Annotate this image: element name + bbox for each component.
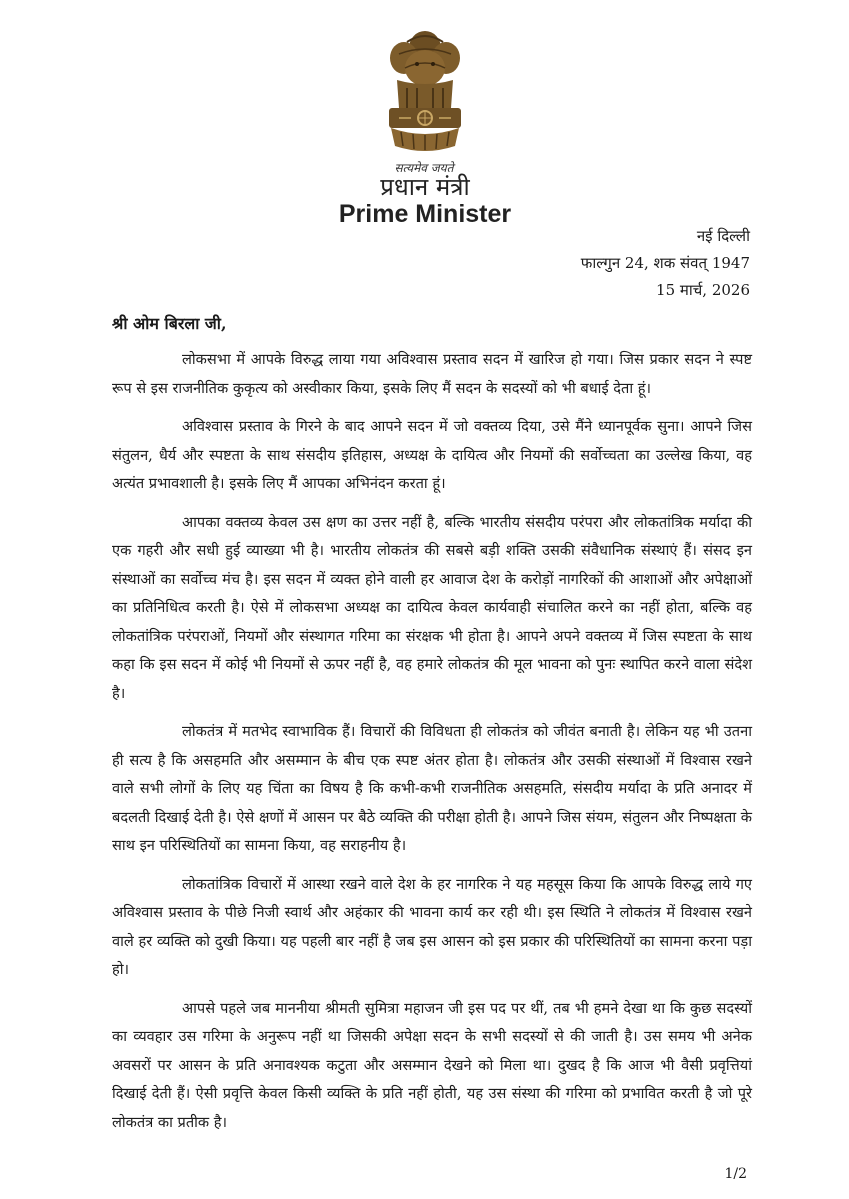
paragraph: आपसे पहले जब माननीया श्रीमती सुमित्रा महाजन जी इस पद पर थीं, तब भी हमने देखा था कि कुछ सदस्यों का व्यवहार उस गरिमा के अनुरूप नहीं था जिसकी अपेक्षा सदन के सभी सदस्यों से की जाती है। उस समय भी अनेक अवसरों पर आसन के प्रति अनावश्यक कटुता और असम्मान देखने को मिला था। दुखद है कि आज भी वैसी प्रवृत्तियां दिखाई देती हैं। ऐसी प्रवृत्ति केवल किसी व्यक्ति के प्रति नहीं होती, यह उस संस्था की गरिमा को प्रभावित करती है जो पूरे लोकतंत्र का प्रतीक है।	[112, 999, 752, 1131]
paragraph: अविश्वास प्रस्ताव के गिरने के बाद आपने सदन में जो वक्तव्य दिया, उसे मैंने ध्यानपूर्वक सुना। आपने जिस संतुलन, धैर्य और स्पष्टता के साथ संसदीय इतिहास, अध्यक्ष के दायित्व और नियमों की सर्वोच्चता का उल्लेख किया, वह अत्यंत प्रभावशाली है। इसके लिए मैं आपका अभिनंदन करता हूं।	[112, 418, 752, 492]
paragraph: लोकतंत्र में मतभेद स्वाभाविक हैं। विचारों की विविधता ही लोकतंत्र को जीवंत बनाती है। लेकिन यह भी उतना ही सत्य है कि असहमति और असम्मान के बीच एक स्पष्ट अंतर होता है। लोकतंत्र और उसकी संस्थाओं में विश्वास रखने वाले सभी लोगों के लिए यह चिंता का विषय है कि कभी-कभी राजनीतिक असहमति, संसदीय मर्यादा के प्रति अनादर में बदलती दिखाई देती है। ऐसे क्षणों में आसन पर बैठे व्यक्ति की परीक्षा होती है। आपने जिस संयम, संतुलन और निष्पक्षता के साथ इन परिस्थितियों का सामना किया, वह सराहनीय है।	[112, 723, 752, 854]
page-number: 1/2	[724, 1166, 747, 1182]
office-title-english: Prime Minister	[338, 200, 512, 228]
state-emblem-icon	[377, 28, 473, 158]
place-date-block	[581, 223, 750, 304]
salutation: श्री ओम बिरला जी,	[112, 314, 227, 333]
paragraph: लोकतांत्रिक विचारों में आस्था रखने वाले देश के हर नागरिक ने यह महसूस किया कि आपके विरुद्ध लाये गए अविश्वास प्रस्ताव के पीछे निजी स्वार्थ और अहंकार की भावना कार्य कर रही थी। इस स्थिति ने लोकतंत्र में विश्वास रखने वाले हर व्यक्ति को दुखी किया। यह पहली बार नहीं है जब इस आसन को इस प्रकार की परिस्थितियों का सामना करना पड़ा हो।	[112, 875, 752, 978]
place: नई दिल्ली	[696, 227, 750, 245]
paragraph: लोकसभा में आपके विरुद्ध लाया गया अविश्वास प्रस्ताव सदन में खारिज हो गया। जिस प्रकार सदन ने स्पष्ट रूप से इस राजनीतिक कुकृत्य को अस्वीकार किया, इसके लिए मैं सदन के सदस्यों को भी बधाई देता हूं।	[112, 351, 752, 397]
national-motto: सत्यमेव जयते	[394, 161, 454, 175]
saka-date: फाल्गुन 24, शक संवत् 1947	[580, 254, 750, 272]
paragraph: आपका वक्तव्य केवल उस क्षण का उत्तर नहीं है, बल्कि भारतीय संसदीय परंपरा और लोकतांत्रिक मर्यादा की एक गहरी और सधी हुई व्याख्या भी है। भारतीय लोकतंत्र की सबसे बड़ी शक्ति उसकी संवैधानिक संस्थाएं हैं। संसद इन संस्थाओं का सर्वोच्च मंच है। इस सदन में व्यक्त होने वाली हर आवाज देश के करोड़ों नागरिकों की आशाओं और अपेक्षाओं का प्रतिनिधित्व करती है। ऐसे में लोकसभा अध्यक्ष का दायित्व केवल कार्यवाही संचालित करने का नहीं होता, बल्कि वह लोकतांत्रिक परंपराओं, नियमों और संस्थागत गरिमा का संरक्षक भी होता है। आपने अपने वक्तव्य में जिस स्पष्टता के साथ कहा कि इस सदन में कोई भी नियमों से ऊपर नहीं है, वह हमारे लोकतंत्र की मूल भावना को पुनः स्थापित करने वाला संदेश है।	[112, 513, 752, 702]
gregorian-date: 15 मार्च, 2026	[656, 281, 750, 299]
office-title-hindi: प्रधान मंत्री	[380, 173, 470, 201]
letter-body	[112, 346, 752, 1147]
